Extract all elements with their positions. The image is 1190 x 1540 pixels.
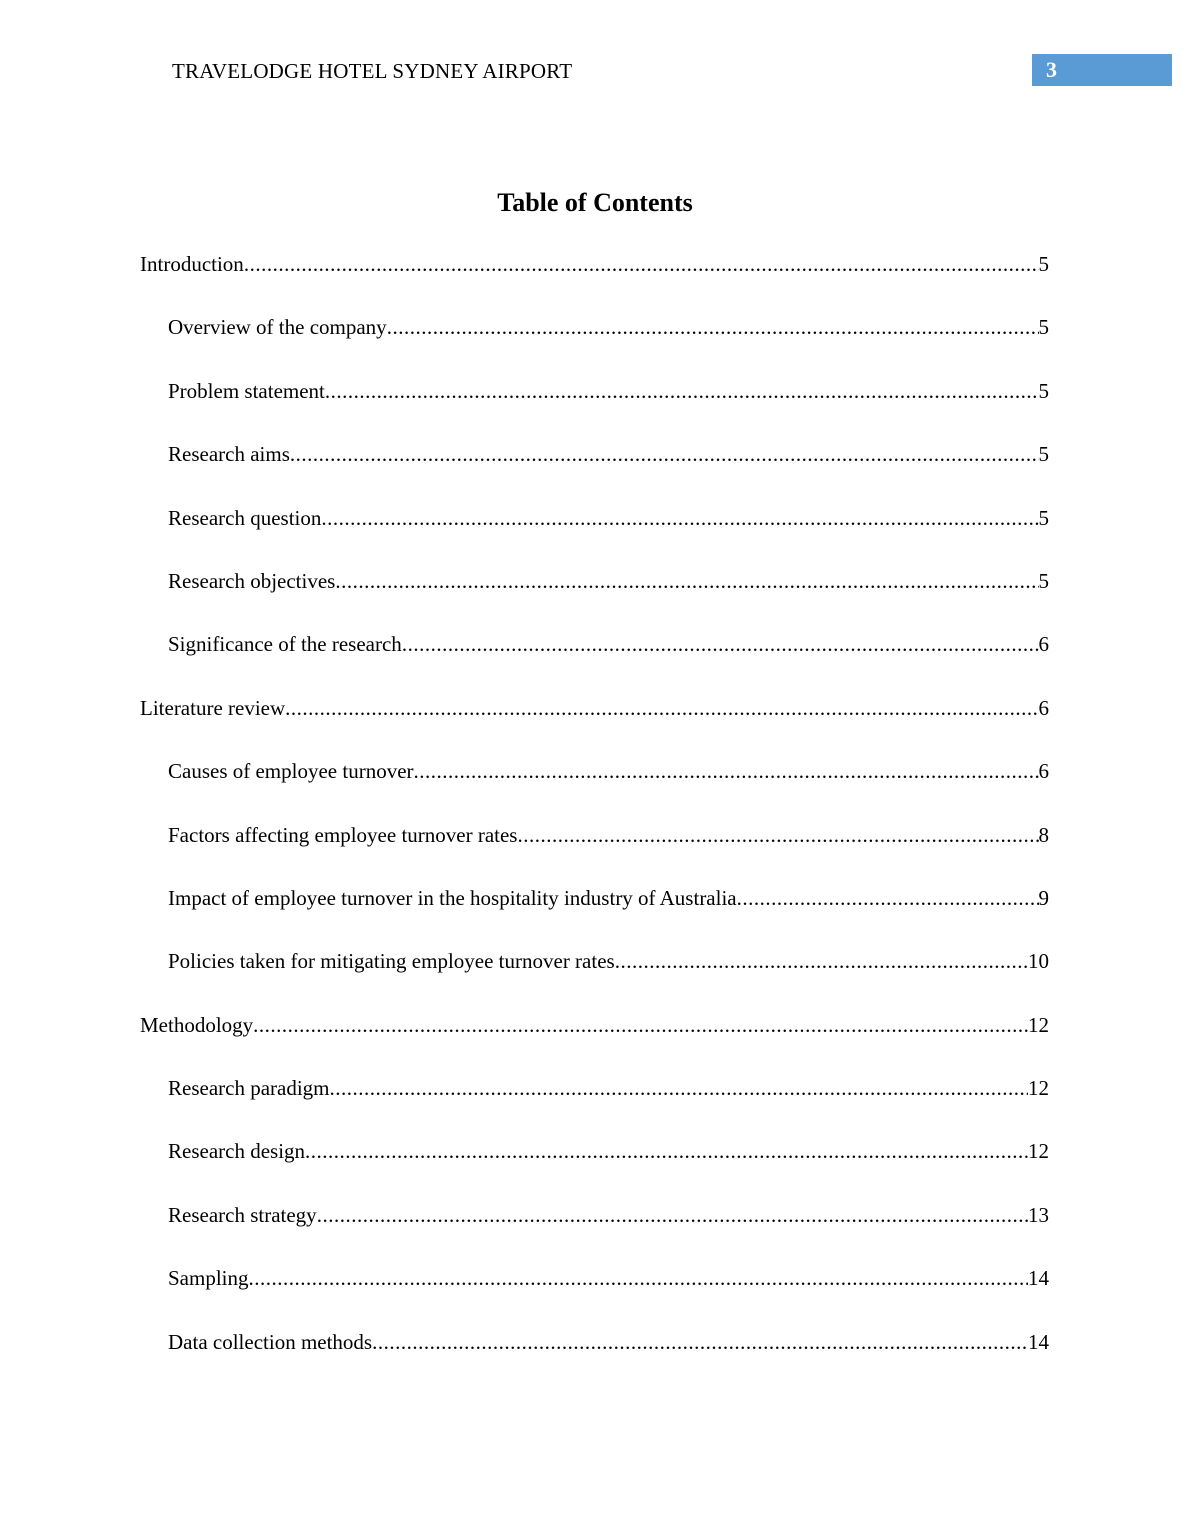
toc-entry-label: Sampling [168, 1266, 249, 1291]
toc-entry-page: 6 [1038, 759, 1049, 784]
toc-leader [305, 1134, 1028, 1168]
toc-entry-label: Problem statement [168, 378, 325, 403]
toc-entry[interactable] [140, 818, 1049, 881]
toc-entry[interactable] [140, 1325, 1049, 1388]
toc-entry-page: 12 [1028, 1076, 1049, 1101]
toc-entry-page: 5 [1038, 568, 1049, 593]
toc-leader [517, 818, 1038, 852]
toc-entry-page: 8 [1038, 822, 1049, 847]
toc-leader [402, 627, 1039, 661]
toc-entry-page: 12 [1028, 1139, 1049, 1164]
toc-entry-label: Methodology [140, 1012, 254, 1037]
toc-leader [330, 1071, 1028, 1105]
toc-entry[interactable] [140, 437, 1049, 500]
toc-entry-page: 12 [1028, 1012, 1049, 1037]
toc-entry-page: 5 [1038, 505, 1049, 530]
toc-leader [615, 944, 1028, 978]
toc-leader [253, 1008, 1028, 1042]
toc-entry[interactable] [140, 881, 1049, 944]
toc-entry-page: 6 [1038, 632, 1049, 657]
toc-leader [290, 437, 1039, 471]
running-head: TRAVELODGE HOTEL SYDNEY AIRPORT [172, 59, 573, 83]
toc-title: Table of Contents [497, 188, 693, 217]
toc-entry[interactable] [140, 691, 1049, 754]
toc-entry-label: Causes of employee turnover [168, 759, 414, 784]
toc-leader [414, 754, 1039, 788]
toc-entry-label: Impact of employee turnover in the hospitality industry of Australia [168, 885, 737, 910]
toc-entry-page: 14 [1028, 1266, 1049, 1291]
toc-entry-label: Research aims [168, 442, 290, 467]
toc-leader [317, 1198, 1028, 1232]
toc-entry[interactable] [140, 1261, 1049, 1324]
toc-entry-label: Literature review [140, 695, 286, 720]
toc-entry-page: 5 [1038, 378, 1049, 403]
toc-entry-page: 10 [1028, 949, 1049, 974]
toc-entry[interactable] [140, 310, 1049, 373]
toc-entry[interactable] [140, 627, 1049, 690]
toc-list [140, 247, 1049, 1388]
toc-entry-page: 14 [1028, 1329, 1049, 1354]
toc-leader [285, 691, 1038, 725]
page-number-badge: 3 [1032, 54, 1172, 86]
toc-entry-page: 9 [1038, 885, 1049, 910]
toc-leader [335, 564, 1038, 598]
toc-leader [249, 1261, 1028, 1295]
toc-entry[interactable] [140, 374, 1049, 437]
toc-entry-label: Introduction [140, 252, 244, 276]
toc-entry-label: Overview of the company [168, 315, 387, 340]
toc-leader [244, 247, 1039, 281]
toc-entry-label: Research strategy [168, 1202, 317, 1227]
toc-entry[interactable] [140, 1008, 1049, 1071]
toc-entry[interactable] [140, 564, 1049, 627]
toc-entry-page: 5 [1038, 252, 1049, 276]
toc-entry-page: 5 [1038, 315, 1049, 340]
toc-entry[interactable] [140, 1198, 1049, 1261]
toc-entry-label: Research question [168, 505, 322, 530]
toc-entry-page: 5 [1038, 442, 1049, 467]
toc-entry[interactable] [140, 1071, 1049, 1134]
toc-leader [372, 1325, 1028, 1359]
toc-entry[interactable] [140, 247, 1049, 310]
toc-entry-label: Policies taken for mitigating employee turnover rates [168, 949, 615, 974]
toc-entry[interactable] [140, 944, 1049, 1007]
toc-leader [325, 374, 1039, 408]
toc-entry-page: 13 [1028, 1202, 1049, 1227]
toc-entry-label: Research paradigm [168, 1076, 330, 1101]
toc-entry-label: Factors affecting employee turnover rates [168, 822, 518, 847]
toc-entry[interactable] [140, 754, 1049, 817]
toc-entry-label: Research objectives [168, 568, 336, 593]
toc-leader [387, 310, 1039, 344]
toc-leader [737, 881, 1039, 915]
toc-entry-label: Significance of the research [168, 632, 402, 657]
toc-entry-page: 6 [1038, 695, 1049, 720]
toc-leader [321, 501, 1038, 535]
toc-entry-label: Data collection methods [168, 1329, 373, 1354]
toc-entry[interactable] [140, 501, 1049, 564]
toc-entry-label: Research design [168, 1139, 306, 1164]
toc-entry[interactable] [140, 1134, 1049, 1197]
